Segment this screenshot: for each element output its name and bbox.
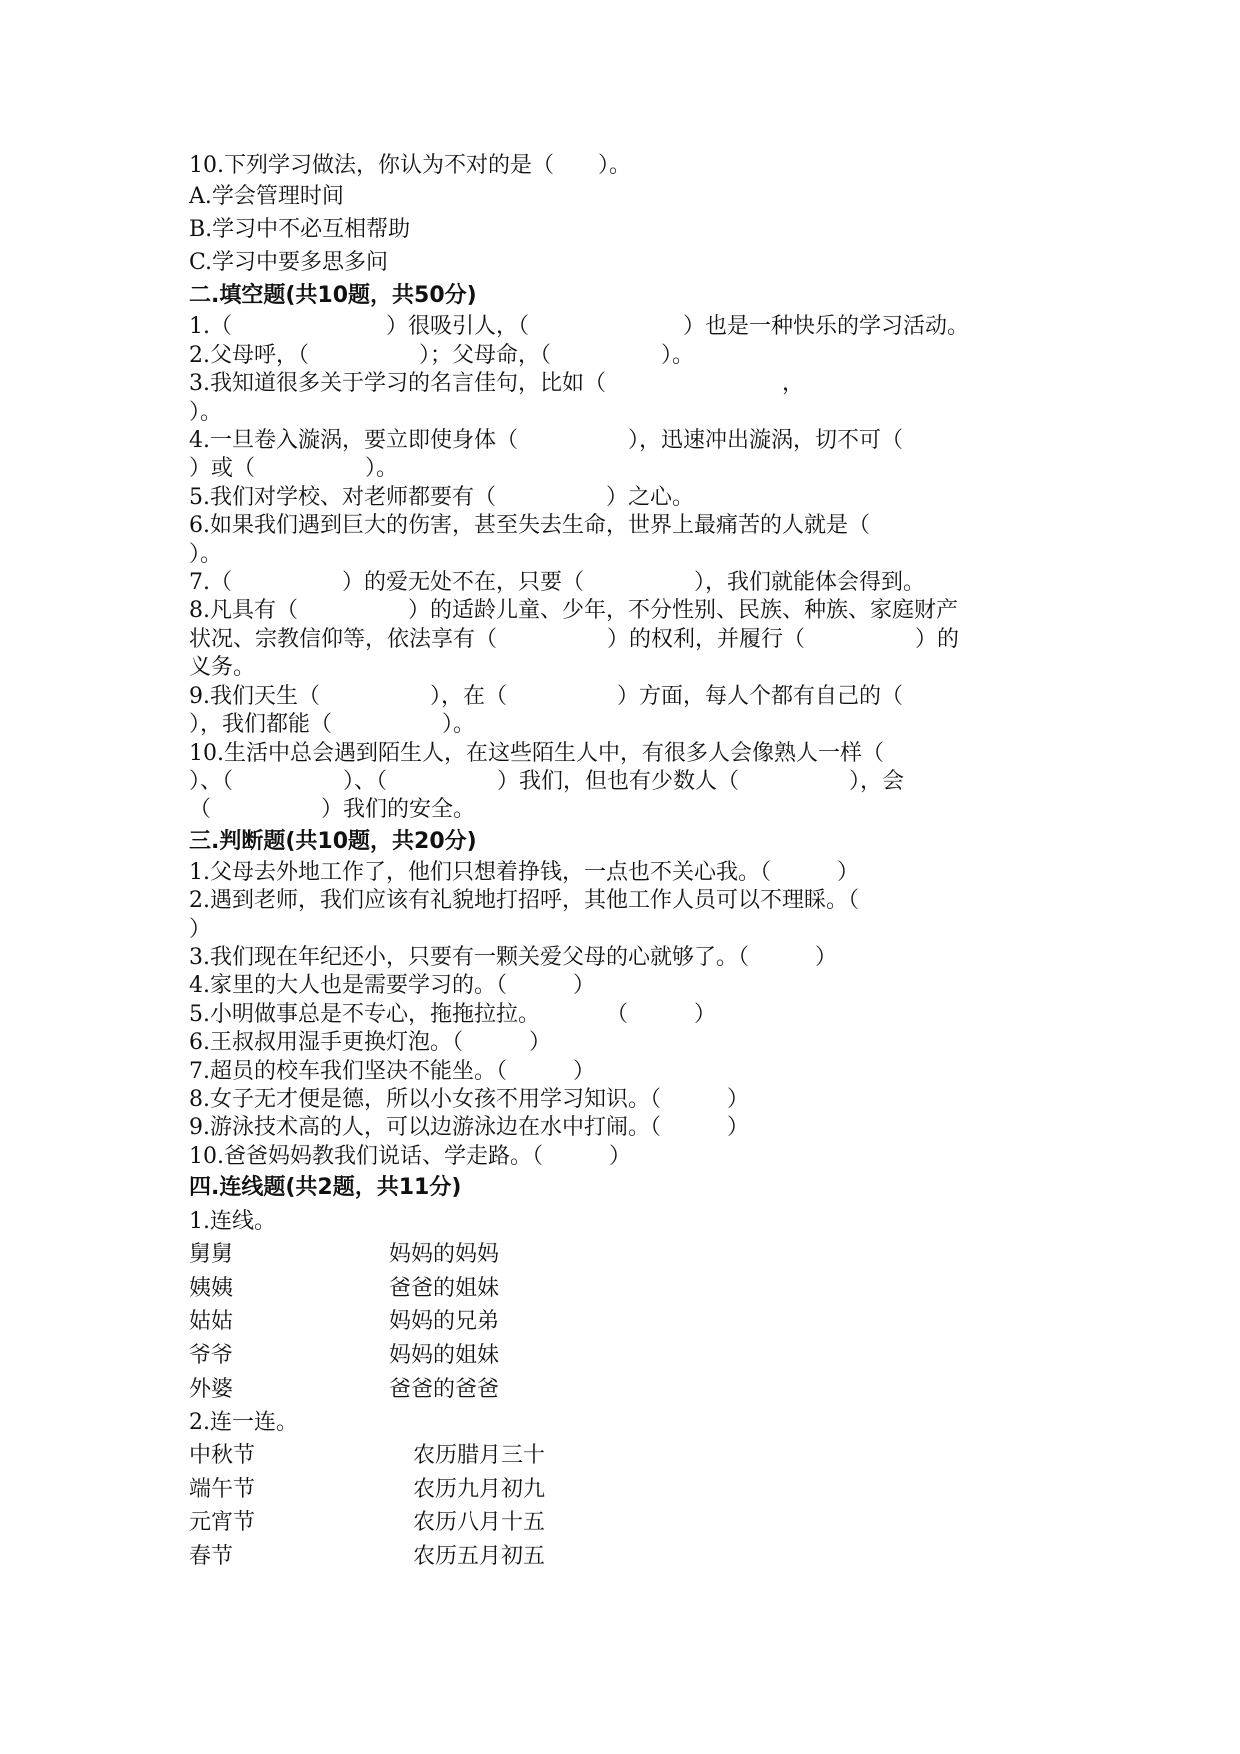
match-question-1-label: 1.连线。 [189,1209,276,1235]
fill-line: 5.我们对学校、对老师都要有（ ）之心。 [189,484,694,510]
match-row [189,1305,1069,1339]
match-row [189,1373,1069,1407]
judge-line: 7.超员的校车我们坚决不能坐。（ ） [189,1058,595,1084]
match-right-item[interactable]: 爸爸的爸爸 [389,1376,500,1402]
match-right-item[interactable]: 农历五月初五 [413,1543,546,1569]
match-question-2-label: 2.连一连。 [189,1410,298,1436]
match-left-item[interactable]: 姨姨 [189,1275,234,1301]
section-true-false [189,825,1069,1171]
match-right-item[interactable]: 爸爸的姐妹 [389,1275,500,1301]
judge-line: 6.王叔叔用湿手更换灯泡。（ ） [189,1030,551,1056]
section-fill-in-blank [189,279,1069,824]
match-right-item[interactable]: 农历八月十五 [413,1510,546,1536]
match-left-item[interactable]: 舅舅 [189,1242,234,1268]
match-row [189,1506,1069,1540]
match-row [189,1473,1069,1507]
section-title: 二.填空题(共10题，共50分) [189,283,477,309]
section-title: 三.判断题(共10题，共20分) [189,828,477,854]
match-right-item[interactable]: 妈妈的妈妈 [389,1242,500,1268]
match-right-item[interactable]: 妈妈的姐妹 [389,1342,500,1368]
match-right-item[interactable]: 农历九月初九 [413,1476,546,1502]
fill-line: 8.凡具有（ ）的适龄儿童、少年，不分性别、民族、种族、家庭财产 [189,598,958,624]
option-a: A.学会管理时间 [189,184,344,210]
fill-line: 状况、宗教信仰等，依法享有（ ）的权利，并履行（ ）的 [189,626,960,652]
fill-line: ）。 [189,541,223,567]
section-matching [189,1171,1069,1573]
fill-line: 4.一旦卷入漩涡，要立即使身体（ ），迅速冲出漩涡，切不可（ [189,428,903,454]
match-left-item[interactable]: 中秋节 [189,1443,256,1469]
option-c: C.学习中要多思多问 [189,250,389,276]
worksheet-content [189,152,1069,1574]
match-row [189,1272,1069,1306]
judge-line: ） [189,916,212,942]
fill-line: （ ）我们的安全。 [189,797,476,823]
fill-line: 9.我们天生（ ），在（ ）方面，每人个都有自己的（ [189,683,903,709]
match-right-item[interactable]: 妈妈的兄弟 [389,1309,500,1335]
match-left-item[interactable]: 春节 [189,1543,234,1569]
option-b: B.学习中不必互相帮助 [189,217,411,243]
judge-line: 1.父母去外地工作了，他们只想着挣钱，一点也不关心我。（ ） [189,859,859,885]
match-row [189,1540,1069,1574]
judge-line: 10.爸爸妈妈教我们说话、学走路。（ ） [189,1143,631,1169]
fill-line: ），我们都能（ ）。 [189,712,476,738]
match-left-item[interactable]: 姑姑 [189,1309,234,1335]
fill-line: 2.父母呼，（ ）；父母命，（ ）。 [189,342,694,368]
match-left-item[interactable]: 元宵节 [189,1510,256,1536]
choice-question-10 [189,152,1069,279]
match-left-item[interactable]: 端午节 [189,1476,256,1502]
fill-line: ）或（ ）。 [189,456,399,482]
fill-line: 7.（ ）的爱无处不在，只要（ ），我们就能体会得到。 [189,570,925,596]
match-right-item[interactable]: 农历腊月三十 [413,1443,546,1469]
section-title: 四.连线题(共2题，共11分) [189,1175,462,1201]
fill-line: 1.（ ）很吸引人，（ ）也是一种快乐的学习活动。 [189,314,969,340]
question-text: 10.下列学习做法，你认为不对的是（ ）。 [189,153,631,178]
match-left-item[interactable]: 外婆 [189,1376,234,1402]
fill-line: ）。 [189,399,223,425]
fill-line: 义务。 [189,655,256,681]
judge-line: 5.小明做事总是不专心，拖拖拉拉。 （ ） [189,1001,716,1027]
judge-line: 8.女子无才便是德，所以小女孩不用学习知识。（ ） [189,1086,749,1112]
match-row [189,1238,1069,1272]
judge-line: 4.家里的大人也是需要学习的。（ ） [189,973,595,999]
fill-line: 6.如果我们遇到巨大的伤害，甚至失去生命，世界上最痛苦的人就是（ [189,513,870,539]
fill-line: 3.我知道很多关于学习的名言佳句，比如（ ， [189,371,804,397]
judge-line: 3.我们现在年纪还小，只要有一颗关爱父母的心就够了。（ ） [189,944,837,970]
fill-line: 10.生活中总会遇到陌生人，在这些陌生人中，有很多人会像熟人一样（ [189,740,884,766]
judge-line: 2.遇到老师，我们应该有礼貌地打招呼，其他工作人员可以不理睬。（ [189,888,859,914]
match-row [189,1339,1069,1373]
match-left-item[interactable]: 爷爷 [189,1342,234,1368]
judge-line: 9.游泳技术高的人，可以边游泳边在水中打闹。（ ） [189,1115,749,1141]
match-row [189,1439,1069,1473]
fill-line: ）、（ ）、（ ）我们，但也有少数人（ ），会 [189,768,905,794]
